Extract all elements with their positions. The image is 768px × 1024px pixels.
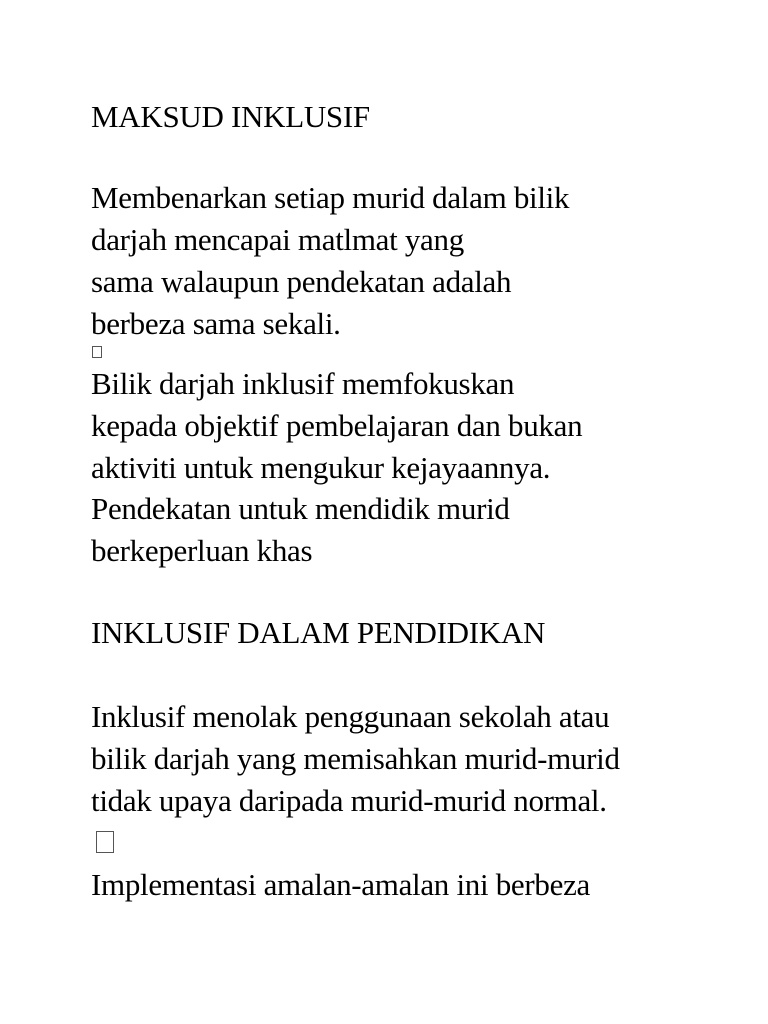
- section-heading-pendidikan: INKLUSIF DALAM PENDIDIKAN: [91, 615, 546, 650]
- paragraph-line: Pendekatan untuk mendidik murid: [91, 491, 510, 526]
- paragraph-line: Membenarkan setiap murid dalam bilik: [91, 180, 570, 215]
- paragraph-line: Bilik darjah inklusif memfokuskan: [91, 366, 515, 401]
- missing-glyph-box-icon: [96, 831, 114, 853]
- paragraph-line: berbeza sama sekali.: [91, 306, 341, 341]
- paragraph-line: darjah mencapai matlmat yang: [91, 222, 464, 257]
- paragraph-line: Inklusif menolak penggunaan sekolah atau: [91, 699, 610, 734]
- paragraph-line: sama walaupun pendekatan adalah: [91, 264, 512, 299]
- section-heading-maksud: MAKSUD INKLUSIF: [91, 99, 370, 134]
- missing-glyph-box-icon: [92, 346, 102, 358]
- paragraph-line: berkeperluan khas: [91, 533, 313, 568]
- paragraph-line: tidak upaya daripada murid-murid normal.: [91, 783, 607, 818]
- paragraph-line: Implementasi amalan-amalan ini berbeza: [91, 867, 590, 902]
- paragraph-line: aktiviti untuk mengukur kejayaannya.: [91, 450, 551, 485]
- paragraph-line: bilik darjah yang memisahkan murid-murid: [91, 741, 620, 776]
- paragraph-line: kepada objektif pembelajaran dan bukan: [91, 408, 583, 443]
